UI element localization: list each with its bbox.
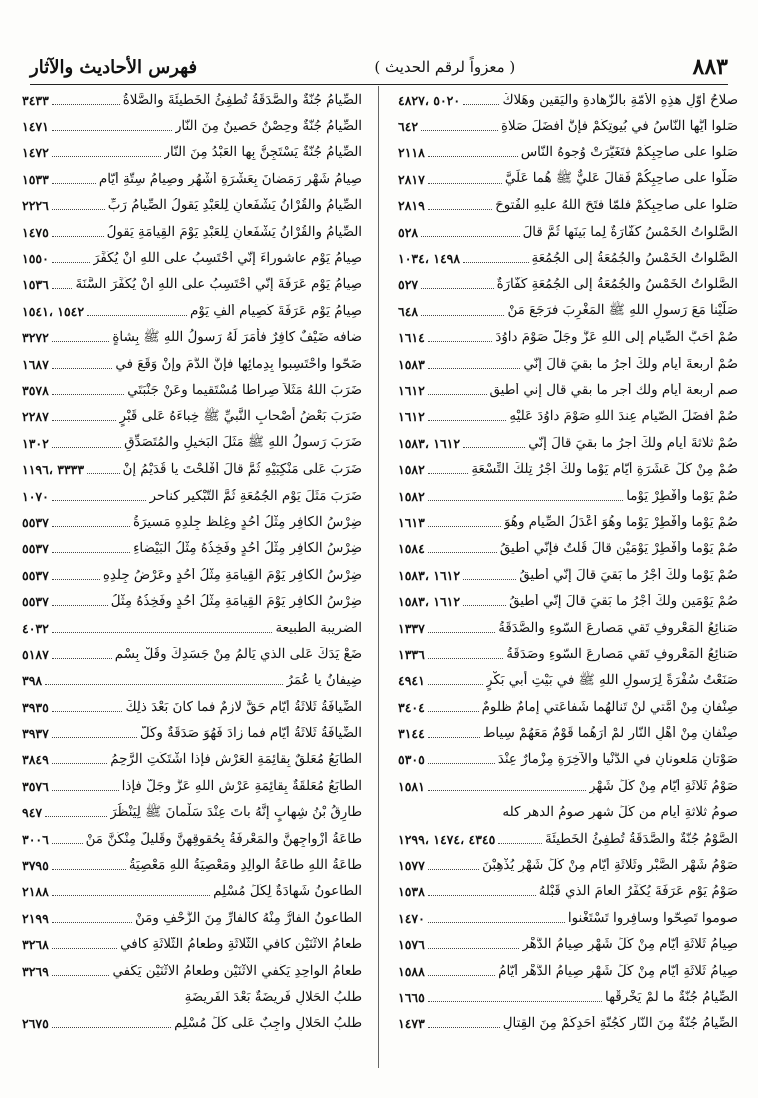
- entry-text: صُمْ مِنْ كُلِّ عَشَرَةِ أيّامٍ يَوْماً ولَكَ أجْرُ تِلْكَ التِّسْعَةِ: [471, 462, 738, 478]
- entry-numbers: ٥٣٠٥: [398, 752, 425, 768]
- entry-numbers: ١٦١٢ ،١٥٨٣: [398, 594, 461, 610]
- index-entry: [398, 351, 738, 377]
- entry-text: الصَّلَواتُ الخَمْسُ والجُمُعَةُ إلى الجُمُعَةِ: [531, 251, 738, 267]
- entry-text: صِيامُ يَوْمِ عَرَفَةَ كَصِيامِ ألْفِ يَوْمٍ: [190, 303, 362, 319]
- entry-numbers: ٢١١٨: [398, 145, 425, 161]
- entry-numbers: ١٦١٢ ،١٥٨٣: [398, 567, 461, 583]
- entry-text: الصَّلَواتُ الخَمْسُ كَفّارَةٌ لِما بَينَها ثُمَّ قالَ: [522, 224, 738, 240]
- entry-text: طَعامُ الواحِدِ يَكْفي الاثْنَيْنِ وطَعامُ الاثْنَيْنِ يَكْفي: [112, 963, 362, 979]
- entry-text: صِنْفانِ مِنْ أُمَّتي لَنْ تَنالَهُما شَفاعَتي إمامٌ ظَلومٌ: [481, 699, 738, 715]
- index-entry: [398, 536, 738, 562]
- entry-text: صِيامُ ثَلاثَةِ أيّامٍ مِنْ كُلِّ شَهْرٍ صِيامُ الدَّهْرِ: [522, 937, 738, 953]
- entry-text: ضَحّوا واحْتَسِبوا بِدِمائِها فإنَّ الدَّمَ وإنْ وَقَعَ في: [115, 356, 362, 372]
- dot-leader: [428, 711, 479, 712]
- entry-numbers: ١٤٧٢: [22, 145, 49, 161]
- index-entry: [398, 298, 738, 324]
- dot-leader: [52, 341, 110, 342]
- entry-numbers: ١٥٣٣: [22, 171, 49, 187]
- entry-numbers: ١٥٨٤: [398, 541, 425, 557]
- entry-text: صم أربعة أيام ولك أجر ما بقي قال إني أطيق: [489, 382, 738, 398]
- dot-leader: [428, 209, 492, 210]
- index-entry: [22, 958, 362, 984]
- dot-leader: [52, 895, 210, 896]
- dot-leader: [421, 315, 504, 316]
- entry-numbers: ١٥٧٧: [398, 858, 425, 874]
- index-entry: [22, 377, 362, 403]
- entry-numbers: ٣٢٦٩: [22, 963, 49, 979]
- entry-numbers: ٥٥٣٧: [22, 594, 49, 610]
- entry-numbers: ١٥٥٠: [22, 251, 49, 267]
- dot-leader: [52, 605, 108, 606]
- index-entry: [22, 193, 362, 219]
- dot-leader: [87, 473, 119, 474]
- page-header: [30, 52, 728, 82]
- entry-text: ضَرَبَ مَثَلَ يَوْمِ الجُمُعَةِ ثُمَّ التَّبْكيرِ كناحر: [149, 488, 362, 504]
- entry-text: صُمْ أربعةَ أيامٍ ولكَ أجرُ ما بقيَ قالَ إنّي: [523, 356, 738, 372]
- entry-text: الصِّيامُ والقُرْآنُ يَشْفَعانِ لِلعَبْدِ يَقولُ الصِّيامُ رَبِّ: [107, 198, 362, 214]
- index-entry: [22, 87, 362, 113]
- entry-numbers: ٤٩٤١: [398, 673, 425, 689]
- entry-numbers: ٢٢٨٧: [22, 409, 49, 425]
- entry-text: طاعَةُ أزْواجِهِنَّ والمَعْرِفَةُ بِحُقوقِهِنَّ وقَليلٌ مِنْكُنَّ مَنْ: [85, 831, 362, 847]
- dot-leader: [52, 104, 120, 105]
- entry-text: صَوْمُ يَوْمِ عَرَفَةَ يُكَفِّرُ العامَ الّذي قَبْلَهُ: [538, 884, 738, 900]
- dot-leader: [428, 156, 518, 157]
- dot-leader: [463, 605, 506, 606]
- dot-leader: [428, 684, 483, 685]
- entry-numbers: ٣٥٧٨: [22, 382, 49, 398]
- index-entry: [22, 483, 362, 509]
- entry-text: ضَرَبَ رَسولُ اللهِ ﷺ مَثَلَ البَخيلِ والمُتَصَدِّقِ: [124, 435, 362, 451]
- index-entry: [398, 852, 738, 878]
- left-column: [22, 87, 362, 1037]
- entry-text: صَلّوا على صاحِبِكُمْ فتَغَيَّرَتْ وُجوهُ النّاسِ: [520, 145, 738, 161]
- dot-leader: [428, 500, 623, 501]
- index-entry: [398, 984, 738, 1010]
- entry-text: ضِيفانُ يا عُمَرُ: [286, 673, 362, 689]
- index-entry: [398, 404, 738, 430]
- dot-leader: [45, 816, 107, 817]
- index-entry: [398, 747, 738, 773]
- dot-leader: [52, 500, 147, 501]
- dot-leader: [52, 209, 105, 210]
- index-entry: [22, 562, 362, 588]
- entry-numbers: ١٥٤٢ ،١٥٤١: [22, 303, 85, 319]
- entry-numbers: ١٦١٢: [398, 409, 425, 425]
- dot-leader: [52, 394, 124, 395]
- entry-numbers: ٦٤٢: [398, 119, 419, 135]
- entry-text: الصِّيامُ جُنَّةٌ والصَّدَقَةُ تُطْفِئُ الخَطيئَةَ والصَّلاةُ: [122, 92, 362, 108]
- entry-text: الصَّلَواتُ الخَمْسُ والجُمُعَةُ إلى الجُمُعَةِ كَفّارَةٌ: [496, 277, 738, 293]
- entry-numbers: ٣٧٩٥: [22, 858, 49, 874]
- dot-leader: [428, 790, 586, 791]
- entry-numbers: ١٣٣٦: [398, 646, 425, 662]
- entry-text: الطّاعونُ شَهادَةٌ لِكُلِّ مُسْلِمٍ: [213, 884, 362, 900]
- entry-numbers: ٣٥٧٦: [22, 778, 49, 794]
- entry-text: طارِقُ بْنُ شِهابٍ إنَّهُ باتَ عِنْدَ سَلْمانَ ﷺ لِيَنْظُرَ: [110, 804, 362, 820]
- entry-numbers: ١٤٧٠: [398, 910, 425, 926]
- index-entry: [22, 984, 362, 1010]
- index-entry: [398, 562, 738, 588]
- index-entry: [22, 272, 362, 298]
- entry-numbers: ١٥٣٦: [22, 277, 49, 293]
- dot-leader: [52, 262, 90, 263]
- index-entry: [22, 747, 362, 773]
- index-entry: [22, 694, 362, 720]
- dot-leader: [428, 473, 469, 474]
- dot-leader: [52, 711, 123, 712]
- entry-text: طَلَبُ الحَلالِ واجِبٌ عَلى كُلِّ مُسْلِمٍ: [174, 1016, 362, 1032]
- entry-numbers: ١٤٧٥: [22, 224, 49, 240]
- entry-numbers: ١٥٧٦: [398, 937, 425, 953]
- index-entry: [22, 536, 362, 562]
- entry-text: صِنْفانِ مِنْ أهْلِ النّارِ لَمْ أرَهُما قَوْمٌ مَعَهُمْ سِياطٌ: [483, 726, 738, 742]
- entry-numbers: ٦٤٨: [398, 303, 419, 319]
- index-entry: [398, 140, 738, 166]
- dot-leader: [45, 684, 283, 685]
- index-entry: [398, 668, 738, 694]
- dot-leader: [428, 737, 480, 738]
- index-entry: [398, 588, 738, 614]
- entry-text: الصِّيامُ جُنَّةٌ مِنَ النّارِ كَجُنَّةِ أحَدِكُمْ مِنَ القِتالِ: [502, 1016, 738, 1032]
- dot-leader: [52, 975, 110, 976]
- entry-numbers: ١٥٨٢: [398, 462, 425, 478]
- index-entry: [22, 641, 362, 667]
- index-entry: [22, 1011, 362, 1037]
- entry-text: الضِّيافَةُ ثَلاثَةُ أيّامٍ حَقٌّ لازِمٌ فما كانَ بَعْدَ ذلِكَ: [125, 699, 362, 715]
- dot-leader: [52, 658, 112, 659]
- dot-leader: [52, 948, 117, 949]
- index-entry: [22, 588, 362, 614]
- entry-numbers: ٥٢٨: [398, 224, 419, 240]
- dot-leader: [428, 922, 565, 923]
- entry-numbers: ٢١٩٩: [22, 910, 49, 926]
- entry-numbers: ٣١٤٤: [398, 726, 425, 742]
- dot-leader: [52, 763, 107, 764]
- header-rule: [30, 84, 728, 85]
- dot-leader: [52, 130, 172, 131]
- entry-numbers: ٣٤٠٤: [398, 699, 425, 715]
- dot-leader: [52, 552, 130, 553]
- index-entry: [398, 193, 738, 219]
- dot-leader: [428, 869, 479, 870]
- entry-text: طَعامُ الاثْنَيْنِ كافي الثَّلاثَةِ وطَعامُ الثَّلاثَةِ كافي: [120, 937, 362, 953]
- dot-leader: [428, 658, 503, 659]
- index-entry: [22, 800, 362, 826]
- dot-leader: [52, 420, 117, 421]
- entry-text: الطّابَعُ مُعَلَّقٌ بِقائِمَةِ العَرْشِ فإذا اشْتَكَتِ الرَّحِمُ: [110, 752, 362, 768]
- index-entry: [398, 826, 738, 852]
- entry-numbers: ١٥٨١: [398, 778, 425, 794]
- entry-text: الضريبة الطبيعة: [275, 620, 362, 636]
- index-entry: [398, 166, 738, 192]
- entry-text: صومُ ثلاثةِ أيامٍ من كُلِّ شهرٍ صومُ الدهرِ كلّه: [502, 805, 738, 821]
- entry-numbers: ٢٦٧٥: [22, 1016, 49, 1032]
- entry-numbers: ٥٥٣٧: [22, 514, 49, 530]
- entry-numbers: ٣٢٦٨: [22, 937, 49, 953]
- entry-numbers: ٢٢٢٦: [22, 198, 49, 214]
- entry-text: ضِرْسُ الكافِرِ يَوْمَ القِيامَةِ مِثْلُ أُحُدٍ وفَخِذُهُ مِثْلُ: [110, 594, 362, 610]
- entry-text: صِيامُ يَوْمِ عَرَفَةَ إنّي أحْتَسِبُ على اللهِ أنْ يُكَفِّرَ السَّنَةَ: [75, 277, 362, 293]
- entry-text: الضِّيافَةُ ثَلاثَةُ أيّامٍ فما زادَ فَهُوَ صَدَقَةٌ وكُلُّ: [139, 726, 362, 742]
- entry-numbers: ١٦٨٧: [22, 356, 49, 372]
- entry-text: صُمْ يَوْمَينِ ولَكَ أجْرُ ما بَقيَ قالَ إنّي أُطيقُ: [509, 594, 738, 610]
- entry-numbers: ٩٤٧: [22, 805, 43, 821]
- entry-text: صوموا تَصِحّوا وسافِروا تَسْتَغْنوا: [567, 910, 738, 926]
- index-entry: [22, 404, 362, 430]
- column-divider: [378, 86, 379, 1068]
- entry-numbers: ٥١٨٧: [22, 646, 49, 662]
- dot-leader: [428, 552, 497, 553]
- entry-text: صُمْ أحَبَّ الصِّيامِ إلى اللهِ عَزَّ وجَلَّ صَوْمَ داوُدَ: [495, 330, 738, 346]
- entry-numbers: ٣٩٨: [22, 673, 43, 689]
- entry-text: صَلّوا أيُّها النّاسُ في بُيوتِكُمْ فإنَّ أفضَلَ صَلاةِ: [500, 119, 738, 135]
- entry-text: ضَعْ يَدَكَ عَلى الّذي يَألَمُ مِنْ جَسَدِكَ وقُلْ بِسْمِ: [114, 646, 362, 662]
- entry-numbers: ٥٢٧: [398, 277, 419, 293]
- entry-text: صَلّوا على صاحِبِكُمْ فلَمّا فتَحَ اللهُ عليهِ الفُتوحَ: [495, 198, 738, 214]
- entry-numbers: ٣٩٣٧: [22, 726, 49, 742]
- entry-numbers: ٥٥٣٧: [22, 541, 49, 557]
- entry-numbers: ١٥٨٢: [398, 488, 425, 504]
- dot-leader: [463, 104, 499, 105]
- index-entry: [22, 932, 362, 958]
- index-entry: [22, 879, 362, 905]
- index-entry: [22, 773, 362, 799]
- entry-numbers: ٤٣٤٥ ،١٤٧٤ ،١٢٩٩: [398, 831, 496, 847]
- entry-numbers: ٢١٨٨: [22, 884, 49, 900]
- dot-leader: [52, 526, 130, 527]
- dot-leader: [428, 394, 487, 395]
- index-entry: [398, 456, 738, 482]
- entry-numbers: ١٣٣٧: [398, 620, 425, 636]
- dot-leader: [428, 183, 502, 184]
- right-column: [398, 87, 738, 1037]
- dot-leader: [428, 420, 507, 421]
- entry-numbers: ٣٢٧٢: [22, 330, 49, 346]
- dot-leader: [87, 315, 187, 316]
- entry-text: صلاحُ أوّلِ هذِهِ الأمّةِ بالزّهادةِ واليَقينِ وهَلاكُ: [502, 92, 738, 108]
- entry-text: صَنائِعُ المَعْروفِ تَقي مَصارِعَ السّوءِ والصَّدَقَةُ: [498, 620, 738, 636]
- dot-leader: [428, 632, 495, 633]
- dot-leader: [428, 368, 520, 369]
- index-entry: [398, 219, 738, 245]
- index-entry: [22, 509, 362, 535]
- dot-leader: [52, 579, 100, 580]
- entry-text: صُمْ ثلاثةَ أيامٍ ولكَ أجرُ ما بقيَ قالَ إنّي: [528, 435, 738, 451]
- entry-numbers: ٤٠٣٢: [22, 620, 49, 636]
- index-entry: [398, 509, 738, 535]
- index-entry: [398, 905, 738, 931]
- entry-text: الصِّيامُ جُنَّةٌ وحِصْنٌ حَصينٌ مِنَ النّارِ: [174, 119, 362, 135]
- index-entry: [22, 325, 362, 351]
- dot-leader: [428, 341, 493, 342]
- entry-numbers: ٥٥٣٧: [22, 567, 49, 583]
- index-entry: [398, 615, 738, 641]
- dot-leader: [498, 843, 542, 844]
- index-entry: [22, 298, 362, 324]
- dot-leader: [52, 183, 96, 184]
- index-entry: [22, 852, 362, 878]
- dot-leader: [428, 526, 501, 527]
- dot-leader: [52, 843, 83, 844]
- page-number: ٨٨٣: [692, 54, 728, 80]
- entry-text: ضَرَبَ عَلى مَنْكِبَيْهِ ثُمَّ قالَ أفْلَحْتَ يا قُدَيْمُ إنْ: [122, 462, 362, 478]
- dot-leader: [52, 922, 132, 923]
- index-entry: [22, 351, 362, 377]
- entry-text: الصِّيامُ والقُرْآنُ يَشْفَعانِ لِلعَبْدِ يَوْمَ القِيامَةِ يَقولُ: [106, 224, 362, 240]
- dot-leader: [421, 288, 493, 289]
- index-entry: [398, 932, 738, 958]
- section-title: فهرس الأحاديث والآثار: [30, 56, 198, 78]
- entry-numbers: ٣٣٣٣ ،١١٩٦: [22, 462, 85, 478]
- dot-leader: [428, 763, 495, 764]
- entry-text: ضَرَبَ بَعْضُ أصْحابِ النَّبيِّ ﷺ خِباءَهُ عَلى قَبْرٍ: [119, 408, 362, 424]
- entry-text: ضِرْسُ الكافِرِ مِثْلُ أُحُدٍ وغِلَظُ جِلْدِهِ مَسيرَةُ: [132, 514, 362, 530]
- index-entry: [22, 905, 362, 931]
- index-entry: [398, 377, 738, 403]
- index-entry: [398, 245, 738, 271]
- dot-leader: [428, 895, 536, 896]
- entry-text: صَلّوا على صاحِبِكُمْ فَقالَ عَليٌّ ﷺ هُما عَلَيَّ: [504, 171, 738, 187]
- entry-text: الصِّيامُ جُنَّةٌ يَسْتَجِنُّ بِها العَبْدُ مِنَ النّارِ: [163, 145, 362, 161]
- index-entry: [22, 720, 362, 746]
- entry-numbers: ١٦١٢: [398, 382, 425, 398]
- dot-leader: [463, 579, 516, 580]
- entry-numbers: ١٦١٣: [398, 514, 425, 530]
- dot-leader: [52, 632, 273, 633]
- index-entry: [22, 615, 362, 641]
- index-entry: [398, 483, 738, 509]
- index-entry: [22, 166, 362, 192]
- entry-numbers: ١٤٧١: [22, 119, 49, 135]
- entry-numbers: ١٦١٢ ،١٥٨٣: [398, 435, 461, 451]
- entry-text: صُمْ يَوْماً وأفْطِرْ يَوْماً: [626, 488, 738, 504]
- index-entry: [398, 641, 738, 667]
- entry-numbers: ٣٩٣٥: [22, 699, 49, 715]
- index-entry: [22, 826, 362, 852]
- index-entry: [398, 1011, 738, 1037]
- entry-text: ضَرَبَ اللهُ مَثَلاً صِراطاً مُسْتَقيماً وعَنْ جَنْبَتَيِ: [127, 382, 362, 398]
- entry-numbers: ٢٨١٧: [398, 171, 425, 187]
- index-entry: [22, 245, 362, 271]
- dot-leader: [52, 790, 119, 791]
- entry-text: الطّابَعُ مُعَلَّقَةٌ بِقائِمَةِ عَرْشِ اللهِ عَزَّ وجَلَّ فإذا: [121, 778, 362, 794]
- dot-leader: [463, 262, 528, 263]
- dot-leader: [52, 737, 137, 738]
- index-entry: [22, 456, 362, 482]
- entry-text: صِيامُ شَهْرِ رَمَضانَ بِعَشْرَةِ أشْهُرٍ وصِيامُ سِتَّةِ أيّامٍ: [98, 171, 362, 187]
- index-entry: [398, 87, 738, 113]
- entry-text: ضِرْسُ الكافِرِ يَوْمَ القِيامَةِ مِثْلُ أُحُدٍ وعَرْضُ جِلْدِهِ: [102, 567, 362, 583]
- entry-numbers: ١٤٧٣: [398, 1016, 425, 1032]
- entry-numbers: ١٥٣٨: [398, 884, 425, 900]
- index-entry: [398, 272, 738, 298]
- dot-leader: [52, 236, 104, 237]
- index-entry: [398, 800, 738, 826]
- index-entry: [22, 113, 362, 139]
- index-entry: [398, 430, 738, 456]
- entry-text: الطّاعونُ الفارُّ مِنْهُ كالفارِّ مِنَ الزَّحْفِ ومَنْ: [134, 910, 362, 926]
- entry-text: صُمْ يَوْماً وأفْطِرْ يَوْماً وهُوَ أعْدَلُ الصِّيامِ وهُوَ: [503, 514, 738, 530]
- index-entry: [22, 430, 362, 456]
- entry-text: طَلَبُ الحَلالِ فَريضَةٌ بَعْدَ الفَريضَةِ: [184, 989, 362, 1005]
- entry-text: صِيامُ ثَلاثَةِ أيّامٍ مِنْ كُلِّ شَهْرٍ صِيامُ الدَّهْرِ أيّامُ: [498, 963, 738, 979]
- entry-text: ضافه ضَيْفٌ كافِرٌ فأمَرَ لَهُ رَسولُ اللهِ ﷺ بِشاةٍ: [112, 329, 362, 345]
- index-entry: [398, 773, 738, 799]
- entry-text: صَلَّيْنا مَعَ رَسولِ اللهِ ﷺ المَغْرِبَ فرَجَعَ مَنْ: [507, 303, 738, 319]
- dot-leader: [52, 368, 113, 369]
- index-entry: [398, 958, 738, 984]
- entry-numbers: ١٠٧٠: [22, 488, 49, 504]
- entry-numbers: ٣٠٠٦: [22, 831, 49, 847]
- dot-leader: [428, 975, 495, 976]
- entry-numbers: ١٣٠٢: [22, 435, 49, 451]
- dot-leader: [52, 869, 126, 870]
- entry-numbers: ١٥٨٣: [398, 356, 425, 372]
- entry-text: صُمْ يَوْماً وأفْطِرْ يَوْمَيْنِ قالَ قُلْتُ فإنّي أُطيقُ: [499, 541, 738, 557]
- index-entry: [398, 720, 738, 746]
- index-entry: [398, 694, 738, 720]
- dot-leader: [52, 447, 121, 448]
- entry-numbers: ١٥٨٨: [398, 963, 425, 979]
- entry-text: صُمْ يَوْماً ولَكَ أجْرُ ما بَقيَ قالَ إنّي أُطيقُ: [519, 567, 738, 583]
- entry-numbers: ٢٨١٩: [398, 198, 425, 214]
- entry-numbers: ١٤٩٨ ،١٠٣٤: [398, 251, 461, 267]
- dot-leader: [421, 236, 519, 237]
- entry-text: صَوْمُ ثَلاثَةِ أيّامٍ مِنْ كُلِّ شَهْرٍ: [589, 778, 738, 794]
- dot-leader: [52, 1027, 171, 1028]
- entry-text: طاعَةُ اللهِ طاعَةُ الوالِدِ ومَعْصِيَةُ اللهِ مَعْصِيَةُ: [128, 858, 362, 874]
- index-entry: [22, 219, 362, 245]
- entry-text: الصَّوْمُ جُنَّةٌ والصَّدَقَةُ تُطْفِئُ الخَطيئَةَ: [545, 831, 738, 847]
- entry-text: صَوْتانِ مَلْعونانِ في الدُّنْيا والآخِرَةِ مِزْمارٌ عِنْدَ: [497, 752, 738, 768]
- entry-text: صَوْمُ شَهْرِ الصَّبْرِ وثَلاثَةِ أيّامٍ مِنْ كُلِّ شَهْرٍ يُذْهِبْنَ: [482, 858, 738, 874]
- entry-numbers: ١٦٦٥: [398, 989, 425, 1005]
- dot-leader: [52, 288, 73, 289]
- entry-text: الصِّيامُ جُنَّةٌ ما لَمْ يَخْرِقْها: [604, 989, 738, 1005]
- index-entry: [398, 113, 738, 139]
- dot-leader: [428, 1027, 500, 1028]
- entry-text: ضِرْسُ الكافِرِ مِثْلُ أُحُدٍ وفَخِذُهُ مِثْلُ البَيْضاءِ: [133, 541, 362, 557]
- entry-text: صِيامُ يَوْمِ عاشوراءَ إنّي أحْتَسِبُ على اللهِ أنْ يُكَفِّرَ: [92, 251, 362, 267]
- dot-leader: [428, 948, 519, 949]
- dot-leader: [463, 447, 525, 448]
- entry-numbers: ٣٨٤٩: [22, 752, 49, 768]
- entry-numbers: ٣٤٣٣: [22, 92, 49, 108]
- index-entry: [398, 325, 738, 351]
- dot-leader: [52, 156, 161, 157]
- index-entry: [22, 668, 362, 694]
- index-entry: [22, 140, 362, 166]
- header-subtitle: ( معزواً لرقم الحديث ): [374, 58, 516, 76]
- entry-numbers: ١٦١٤: [398, 330, 425, 346]
- dot-leader: [421, 130, 498, 131]
- entry-numbers: ٥٠٢٠ ،٤٨٢٧: [398, 92, 461, 108]
- dot-leader: [428, 1001, 602, 1002]
- index-entry: [398, 879, 738, 905]
- entry-text: صَنائِعُ المَعْروفِ تَقي مَصارِعَ السّوءِ وصَدَقَةُ: [506, 646, 738, 662]
- entry-text: صُمْ أفضَلَ الصّيامِ عِندَ اللهِ صَوْمَ داوُدَ عَلَيْهِ: [509, 409, 738, 425]
- entry-text: صَنَعْتُ سُفْرَةً لِرَسولِ اللهِ ﷺ في بَيْتِ أبي بَكْرٍ: [486, 672, 738, 688]
